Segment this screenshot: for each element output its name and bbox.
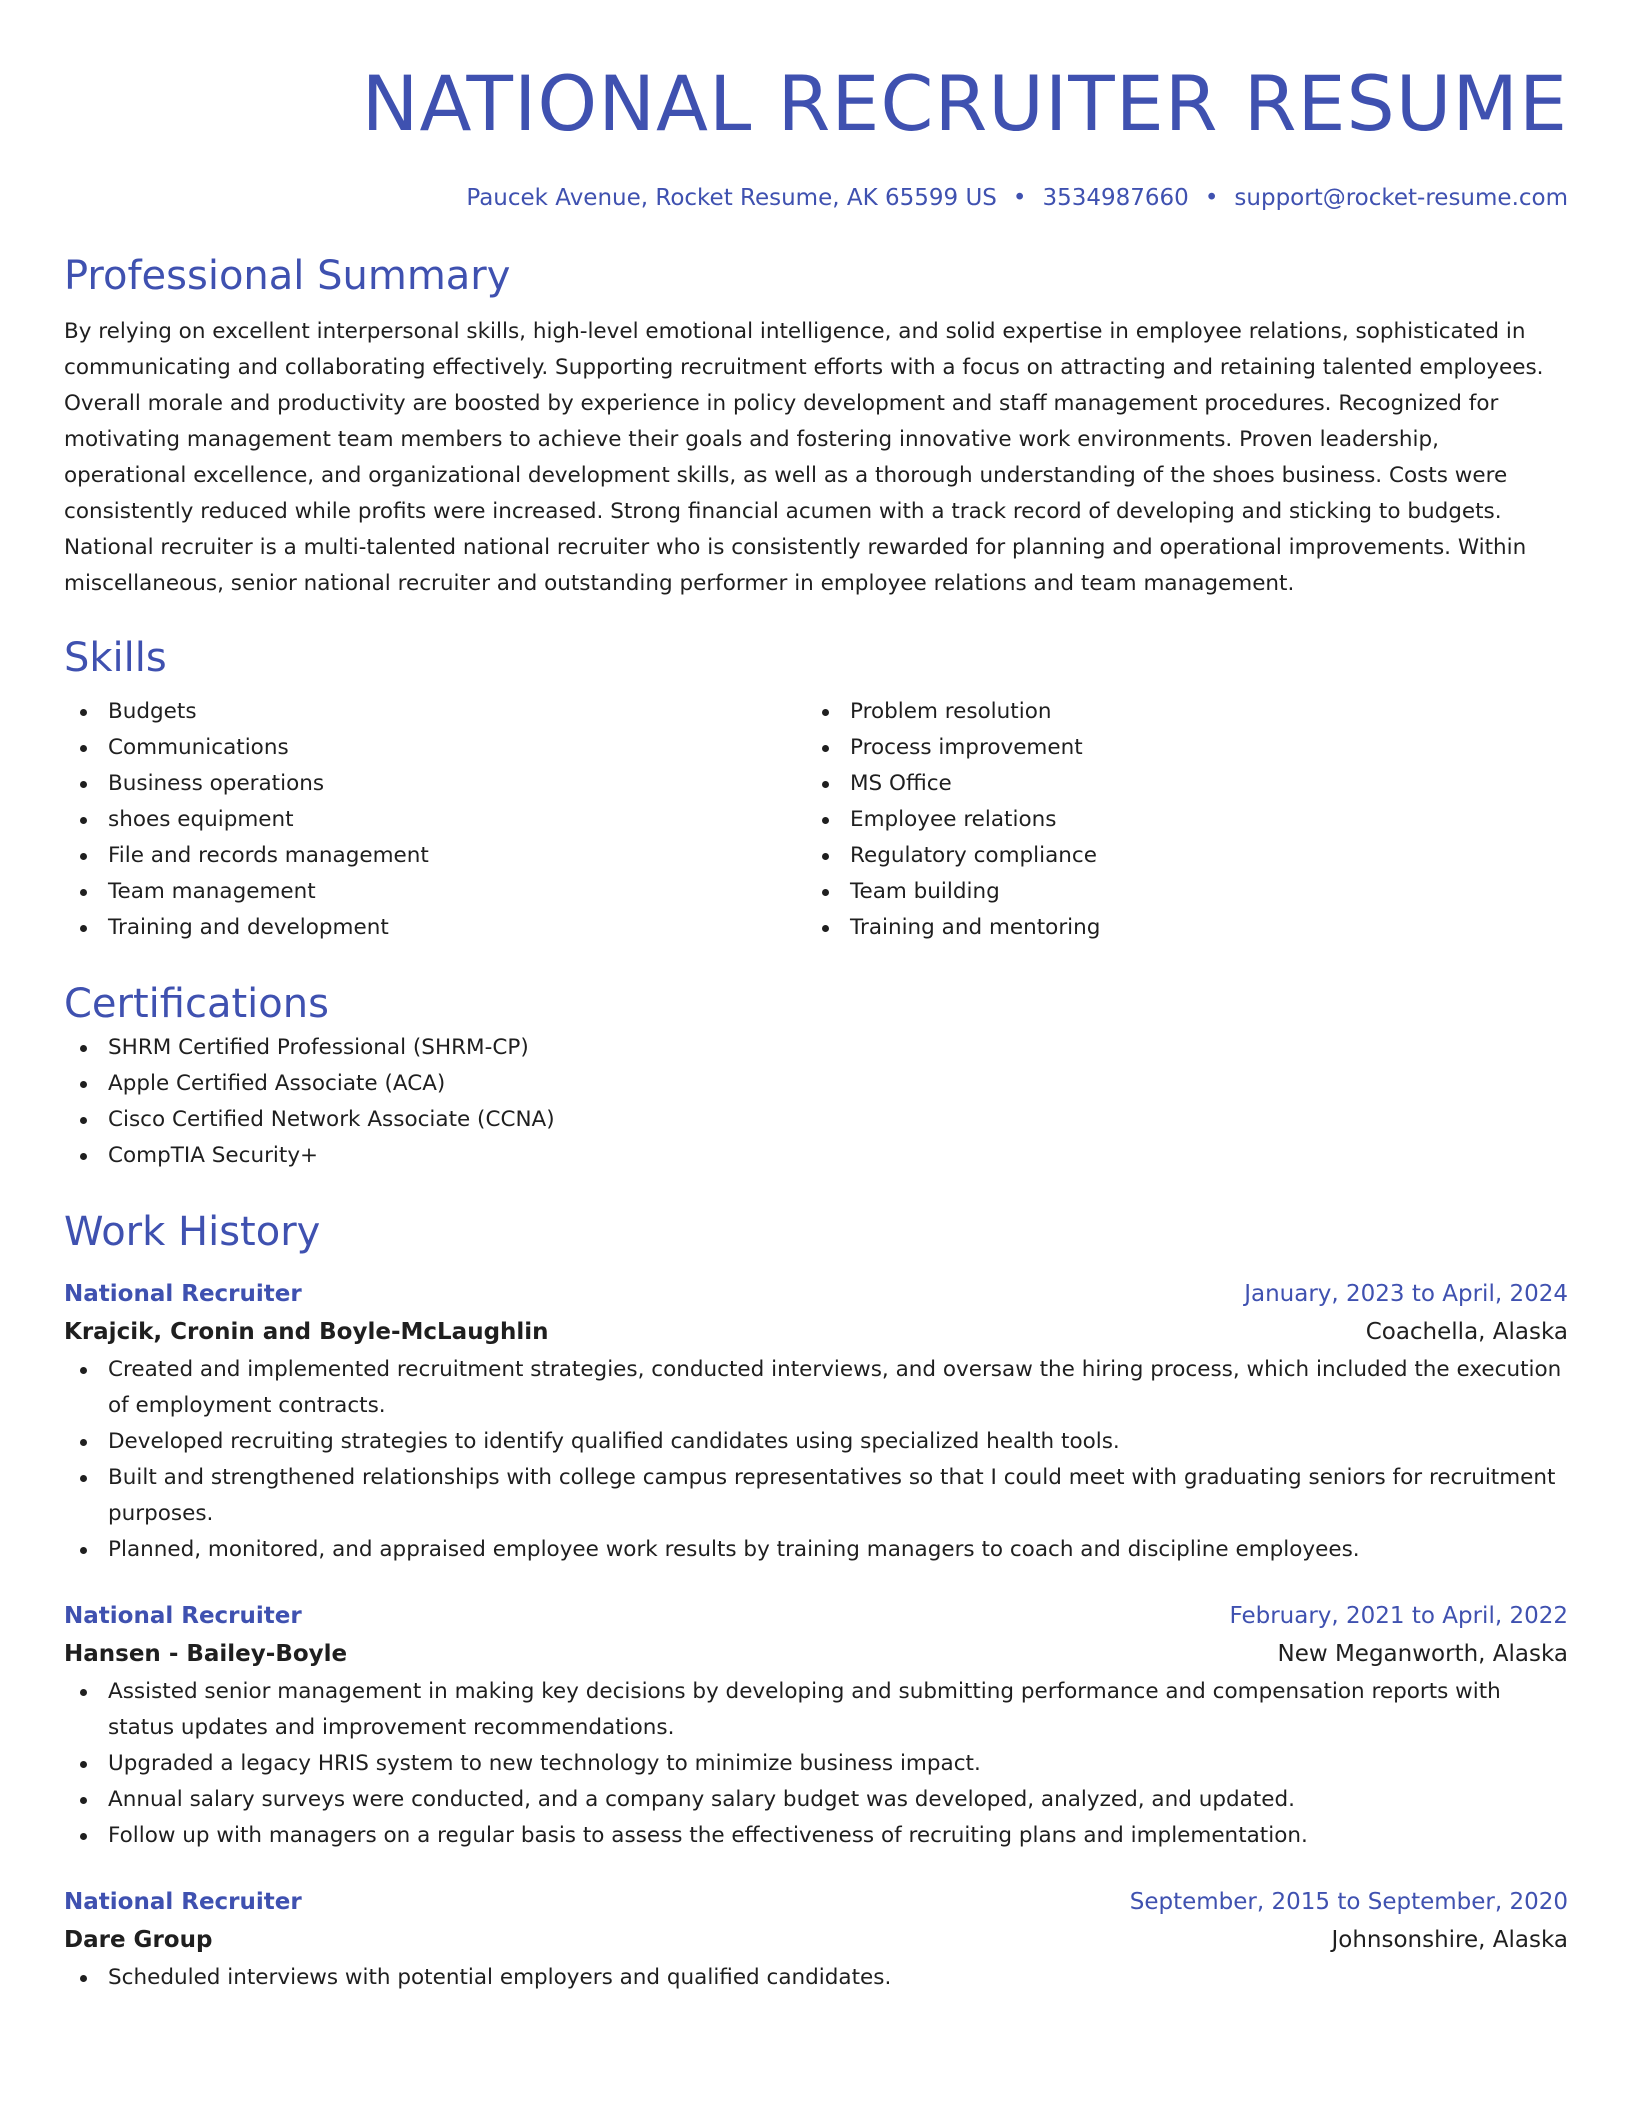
resume-title: NATIONAL RECRUITER RESUME [361, 59, 1568, 148]
certification-item: CompTIA Security+ [64, 1138, 1568, 1174]
job-bullet: Upgraded a legacy HRIS system to new technology to minimize business impact. [64, 1746, 1568, 1782]
job-bullets [64, 1352, 1568, 1568]
job-dates: February, 2021 to April, 2022 [1229, 1603, 1568, 1629]
job-company: Krajcik, Cronin and Boyle-McLaughlin [64, 1319, 549, 1345]
skills-list-right [806, 694, 1548, 946]
contact-address: Paucek Avenue, Rocket Resume, AK 65599 US [466, 185, 997, 211]
job-bullet: Developed recruiting strategies to identify qualified candidates using specialized health tools. [64, 1424, 1568, 1460]
skill-item: Employee relations [806, 802, 1548, 838]
contact-separator: • [1012, 185, 1027, 211]
job-subheader [64, 1634, 1568, 1674]
skill-item: Budgets [64, 694, 806, 730]
job-entry [64, 1598, 1568, 1854]
certification-item: Apple Certified Associate (ACA) [64, 1066, 1568, 1102]
job-bullet: Annual salary surveys were conducted, and a company salary budget was developed, analyzed, and updated. [64, 1782, 1568, 1818]
skill-item: MS Office [806, 766, 1548, 802]
skill-item: Process improvement [806, 730, 1548, 766]
section-heading-work-history: Work History [64, 1209, 321, 1255]
job-title: National Recruiter [64, 1889, 302, 1915]
contact-phone: 3534987660 [1042, 185, 1189, 211]
skill-item: File and records management [64, 838, 806, 874]
section-heading-certifications: Certifications [64, 981, 329, 1027]
contact-email[interactable]: support@rocket-resume.com [1234, 185, 1568, 211]
skill-item: Business operations [64, 766, 806, 802]
job-bullets [64, 1960, 1568, 1996]
job-dates: September, 2015 to September, 2020 [1129, 1889, 1568, 1915]
section-heading-skills: Skills [64, 635, 167, 681]
job-header [64, 1276, 1568, 1312]
job-bullet: Scheduled interviews with potential employers and qualified candidates. [64, 1960, 1568, 1996]
job-company: Hansen - Bailey-Boyle [64, 1641, 348, 1667]
job-company: Dare Group [64, 1927, 213, 1953]
resume-page [64, 0, 1568, 1996]
skill-item: Training and mentoring [806, 910, 1548, 946]
certification-item: Cisco Certified Network Associate (CCNA) [64, 1102, 1568, 1138]
skill-item: Training and development [64, 910, 806, 946]
certification-item: SHRM Certified Professional (SHRM-CP) [64, 1030, 1568, 1066]
skills-list-left [64, 694, 806, 946]
skill-item: Regulatory compliance [806, 838, 1548, 874]
skills-columns [64, 694, 1568, 946]
skill-item: Team management [64, 874, 806, 910]
job-entry [64, 1276, 1568, 1568]
contact-line [64, 182, 1568, 214]
job-bullet: Created and implemented recruitment strategies, conducted interviews, and oversaw the hiring process, which included the execution of employment contracts. [64, 1352, 1568, 1424]
job-dates: January, 2023 to April, 2024 [1244, 1281, 1568, 1307]
job-location: Johnsonshire, Alaska [1331, 1927, 1568, 1953]
contact-separator: • [1204, 185, 1219, 211]
section-heading-summary: Professional Summary [64, 253, 511, 299]
skill-item: Problem resolution [806, 694, 1548, 730]
job-bullet: Assisted senior management in making key decisions by developing and submitting performance and compensation reports with status updates and improvement recommendations. [64, 1674, 1568, 1746]
job-title: National Recruiter [64, 1603, 302, 1629]
certifications-list [64, 1030, 1568, 1174]
job-bullets [64, 1674, 1568, 1854]
job-title: National Recruiter [64, 1281, 302, 1307]
skill-item: Communications [64, 730, 806, 766]
job-location: New Meganworth, Alaska [1277, 1641, 1568, 1667]
skill-item: Team building [806, 874, 1548, 910]
summary-text: By relying on excellent interpersonal skills, high-level emotional intelligence, and solid expertise in employee relations, sophisticated in communicating and collaborating effectively. Supporting recruitment efforts with a focus on attracting and retaining talented employees. Overall morale and productivity are boosted by experience in policy development and staff management procedures. Recognized for motivating management team members to achieve their goals and fostering innovative work environments. Proven leadership, operational excellence, and organizational development skills, as well as a thorough understanding of the shoes business. Costs were consistently reduced while profits were increased. Strong financial acumen with a track record of developing and sticking to budgets. National recruiter is a multi-talented national recruiter who is consistently rewarded for planning and operational improvements. Within miscellaneous, senior national recruiter and outstanding performer in employee relations and team management. [64, 319, 1544, 596]
job-location: Coachella, Alaska [1365, 1319, 1568, 1345]
job-header [64, 1598, 1568, 1634]
job-bullet: Built and strengthened relationships with college campus representatives so that I could meet with graduating seniors for recruitment purposes. [64, 1460, 1568, 1532]
job-subheader [64, 1312, 1568, 1352]
skill-item: shoes equipment [64, 802, 806, 838]
job-bullet: Planned, monitored, and appraised employee work results by training managers to coach and discipline employees. [64, 1532, 1568, 1568]
job-subheader [64, 1920, 1568, 1960]
job-entry [64, 1884, 1568, 1996]
job-bullet: Follow up with managers on a regular basis to assess the effectiveness of recruiting plans and implementation. [64, 1818, 1568, 1854]
job-header [64, 1884, 1568, 1920]
